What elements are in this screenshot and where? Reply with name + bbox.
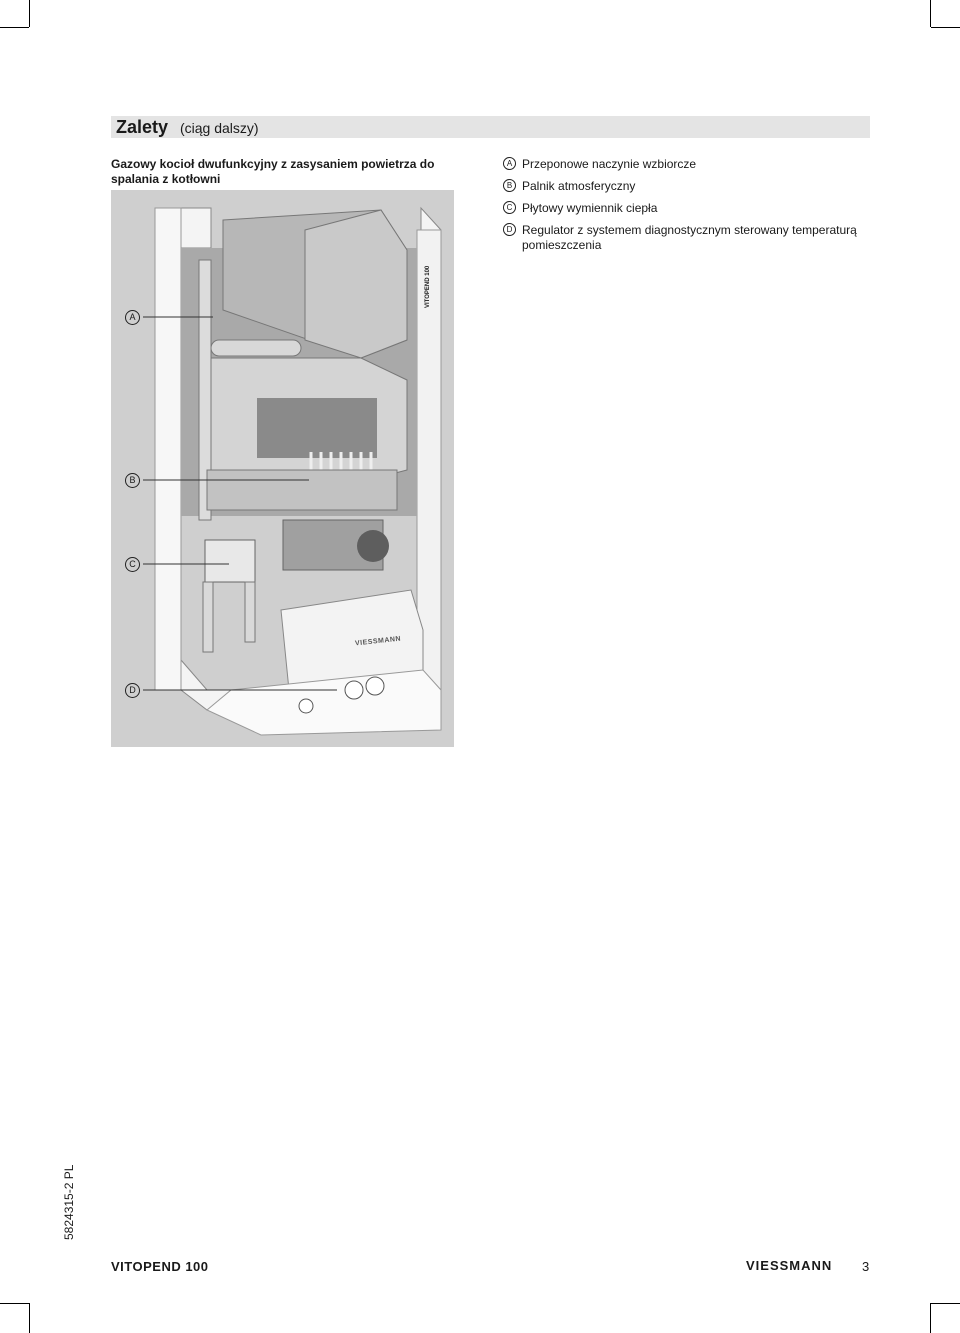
legend-item — [503, 201, 863, 216]
callout-a: A — [125, 310, 140, 325]
callout-b: B — [125, 473, 140, 488]
legend-key: A — [503, 157, 516, 170]
brand-logo — [746, 1257, 832, 1275]
crop-mark — [29, 0, 30, 27]
brand-name: VIESSMANN — [746, 1258, 833, 1273]
section-title: Zalety — [116, 117, 169, 137]
crop-mark — [930, 0, 931, 27]
legend-text: Palnik atmosferyczny — [522, 179, 636, 193]
crop-mark — [930, 1303, 931, 1333]
legend-text: Płytowy wymiennik ciepła — [522, 201, 658, 215]
front-logo: VIESSMANN — [354, 635, 402, 648]
crop-mark — [29, 1303, 30, 1333]
side-product-label: VITOPEND 100 — [425, 265, 431, 308]
legend-text: Przeponowe naczynie wzbiorcze — [522, 157, 697, 171]
crop-mark — [0, 1303, 29, 1304]
figure-caption: Gazowy kocioł dwufunkcyjny z zasysaniem powietrza do spalania z kotłowni — [111, 157, 435, 186]
crop-mark — [931, 1303, 960, 1304]
document-number: 5824315-2 PL — [62, 1164, 76, 1240]
legend-key: D — [503, 223, 516, 236]
boiler-cutaway-drawing — [111, 190, 454, 747]
crop-mark — [0, 27, 29, 28]
crop-mark — [931, 27, 960, 28]
legend-key: B — [503, 179, 516, 192]
legend — [503, 157, 863, 253]
legend-item — [503, 157, 863, 172]
boiler-illustration — [111, 190, 454, 747]
legend-key: C — [503, 201, 516, 214]
section-header — [111, 116, 870, 138]
section-subtitle: (ciąg dalszy) — [180, 120, 259, 136]
callout-c: C — [125, 557, 140, 572]
callout-d: D — [125, 683, 140, 698]
legend-item — [503, 179, 863, 194]
page-number: 3 — [862, 1259, 870, 1274]
legend-item — [503, 223, 863, 253]
footer-product-name: VITOPEND 100 — [111, 1259, 209, 1274]
legend-text: Regulator z systemem diagnostycznym sterowany temperaturą pomieszczenia — [522, 223, 857, 252]
